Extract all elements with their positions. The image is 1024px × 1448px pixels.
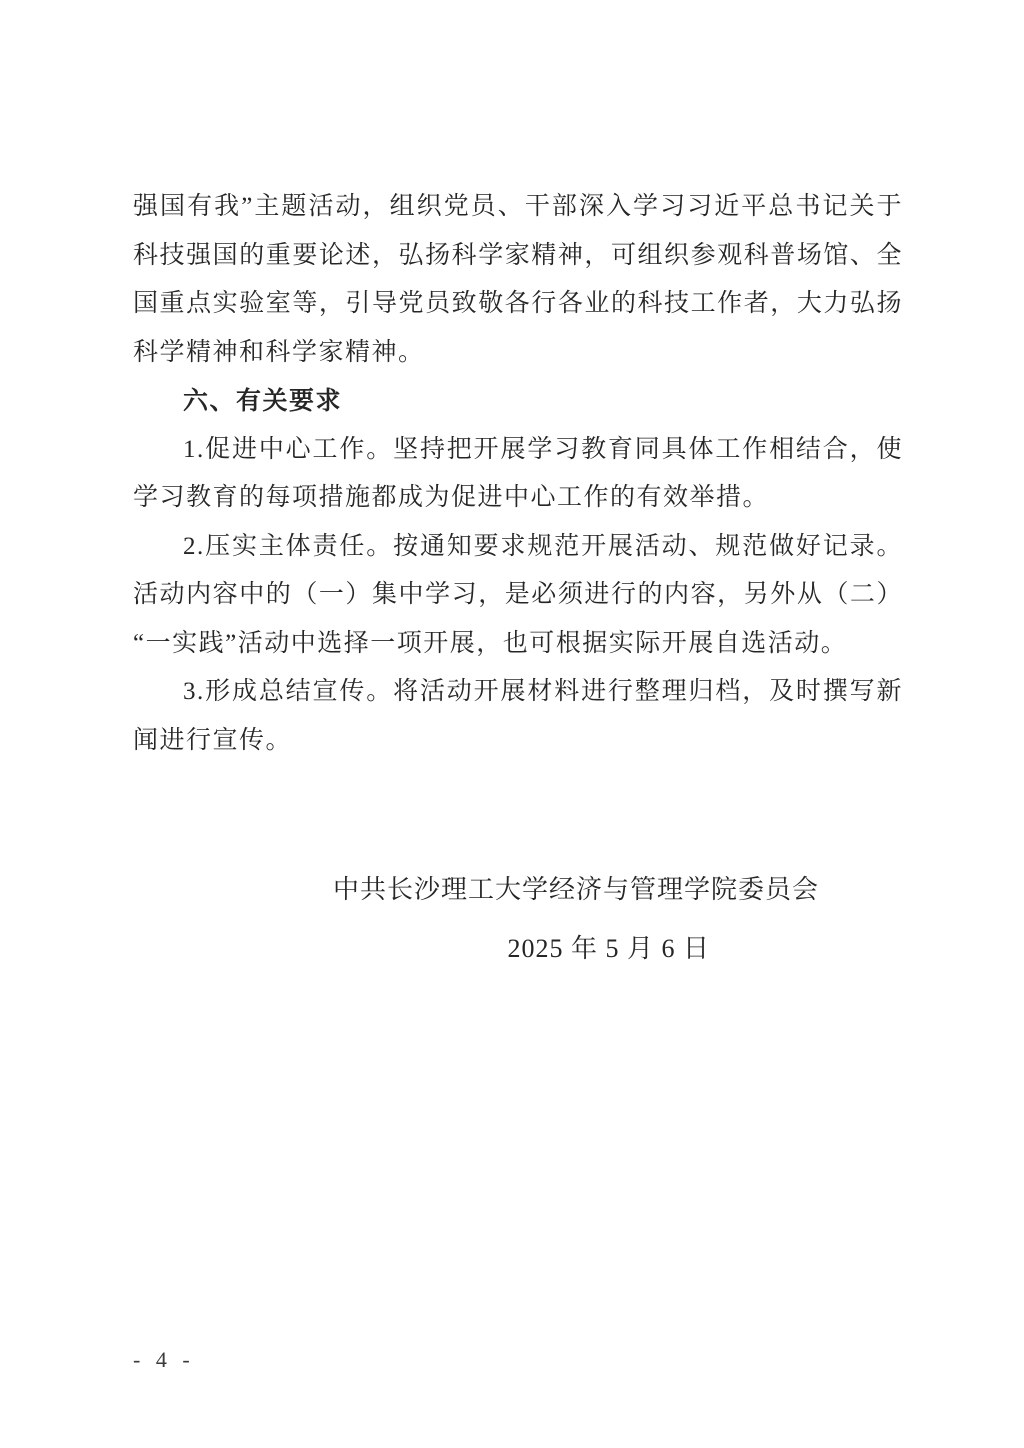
page-number: - 4 - xyxy=(133,1347,195,1372)
signature-block xyxy=(133,866,903,973)
paragraph-continuation: 强国有我”主题活动，组织党员、干部深入学习习近平总书记关于科技强国的重要论述，弘扬科学家精神，可组织参观科普场馆、全国重点实验室等，引导党员致敬各行各业的科技工作者，大力弘扬科学精神和科学家精神。 xyxy=(133,193,903,366)
requirement-item-2: 2.压实主体责任。按通知要求规范开展活动、规范做好记录。活动内容中的（一）集中学习，是必须进行的内容，另外从（二）“一实践”活动中选择一项开展，也可根据实际开展自选活动。 xyxy=(133,532,903,657)
section-heading: 六、有关要求 xyxy=(183,387,343,415)
signature-date: 2025 年 5 月 6 日 xyxy=(507,933,710,963)
signature-organization: 中共长沙理工大学经济与管理学院委员会 xyxy=(332,875,819,904)
requirement-item-1: 1.促进中心工作。坚持把开展学习教育同具体工作相结合，使学习教育的每项措施都成为促进中心工作的有效举措。 xyxy=(133,435,903,511)
requirement-item-3: 3.形成总结宣传。将活动开展材料进行整理归档，及时撰写新闻进行宣传。 xyxy=(133,678,903,754)
document-body xyxy=(133,183,903,765)
page-footer xyxy=(133,1347,195,1373)
